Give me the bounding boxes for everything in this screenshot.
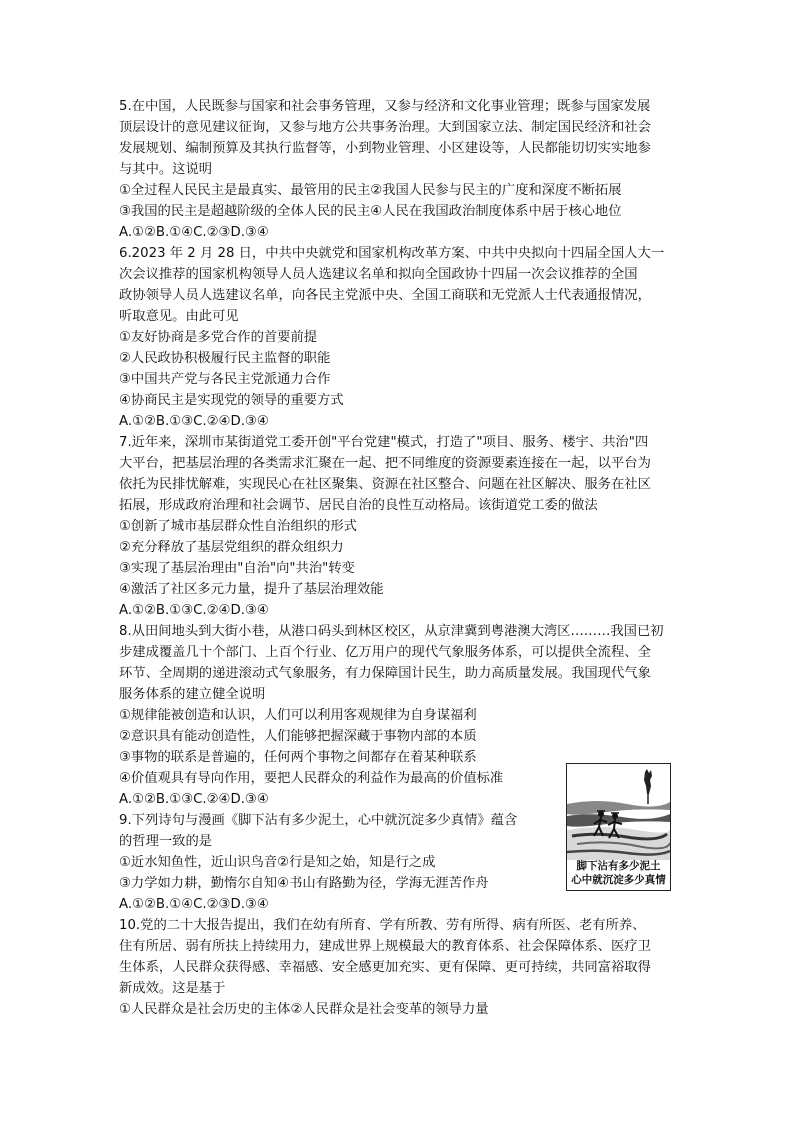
text-line: 步建成覆盖几十个部门、上百个行业、亿万用户的现代气象服务体系，可以提供全流程、全 [119,645,651,660]
text-line: ③实现了基层治理由"自治"向"共治"转变 [119,561,355,576]
text-line: ②充分释放了基层党组织的群众组织力 [119,540,344,555]
text-line: 环节、全周期的递进滚动式气象服务，有力保障国计民生，助力高质量发展。我国现代气象 [119,666,651,681]
text-line: 拓展，形成政府治理和社会调节、居民自治的良性互动格局。该街道党工委的做法 [119,498,598,513]
text-line: 依托为民排忧解难，实现民心在社区聚集、资源在社区整合、问题在社区解决、服务在社区 [119,477,651,492]
text-line: 6.2023 年 2 月 28 日，中共中央就党和国家机构改革方案、中共中央拟向十四届全国人大一 [119,246,665,261]
text-line: 的哲理一致的是 [119,834,213,849]
text-line: ②意识具有能动创造性，人们能够把握深藏于事物内部的本质 [119,729,477,744]
text-line: A.①②B.①③C.②④D.③④ [119,414,269,429]
text-line: 发展规划、编制预算及其执行监督等，小到物业管理、小区建设等，人民都能切切实实地参 [119,141,651,156]
text-line: 政协领导人员人选建议名单，向各民主党派中央、全国工商联和无党派人士代表通报情况， [119,288,651,303]
text-line: 7.近年来，深圳市某街道党工委开创"平台党建"模式，打造了"项目、服务、楼宇、共治"四 [119,435,649,450]
text-line: ④价值观具有导向作用，要把人民群众的利益作为最高的价值标准 [119,771,504,786]
text-line: A.①②B.①③C.②④D.③④ [119,603,269,618]
text-line: A.①②B.①③C.②④D.③④ [119,792,269,807]
text-line: ④协商民主是实现党的领导的重要方式 [119,393,344,408]
text-line: 8.从田间地头到大街小巷，从港口码头到林区校区，从京津冀到粤港澳大湾区………我国已初 [119,624,664,639]
text-line: 听取意见。由此可见 [119,309,239,324]
text-line: 新成效。这是基于 [119,981,226,996]
text-line: ①近水知鱼性，近山识鸟音②行是知之始，知是行之成 [119,855,436,870]
text-line: 10.党的二十大报告提出，我们在幼有所育、学有所教、劳有所得、病有所医、老有所养、 [119,918,646,933]
text-line: ④激活了社区多元力量，提升了基层治理效能 [119,582,384,597]
text-line: A.①②B.①④C.②③D.③④ [119,897,269,912]
text-line: 顶层设计的意见建议征询，又参与地方公共事务治理。大到国家立法、制定国民经济和社会 [119,120,651,135]
text-line: 9.下列诗句与漫画《脚下沾有多少泥土，心中就沉淀多少真情》蕴含 [119,813,518,828]
text-line: A.①②B.①④C.②③D.③④ [119,225,269,240]
text-line: ③事物的联系是普遍的，任何两个事物之间都存在着某种联系 [119,750,477,765]
text-line: ③中国共产党与各民主党派通力合作 [119,372,331,387]
text-line: ①友好协商是多党合作的首要前提 [119,330,318,345]
text-line: ②人民政协积极履行民主监督的职能 [119,351,331,366]
text-line: ①人民群众是社会历史的主体②人民群众是社会变革的领导力量 [119,1002,489,1017]
text-line: 与其中。这说明 [119,162,213,177]
cartoon-caption-1: 脚下沾有多少泥土 [576,860,661,872]
text-line: 生体系，人民群众获得感、幸福感、安全感更加充实、更有保障、更可持续，共同富裕取得 [119,960,651,975]
text-line: ③我国的民主是超越阶级的全体人民的民主④人民在我国政治制度体系中居于核心地位 [119,204,622,219]
text-line: 大平台，把基层治理的各类需求汇聚在一起、把不同维度的资源要素连接在一起，以平台为 [119,456,651,471]
text-line: 5.在中国，人民既参与国家和社会事务管理，又参与经济和文化事业管理；既参与国家发展 [119,99,651,114]
text-line: ①全过程人民民主是最真实、最管用的民主②我国人民参与民主的广度和深度不断拓展 [119,183,622,198]
text-line: 次会议推荐的国家机构领导人员人选建议名单和拟向全国政协十四届一次会议推荐的全国 [119,267,638,282]
text-line: 住有所居、弱有所扶上持续用力，建成世界上规模最大的教育体系、社会保障体系、医疗卫 [119,939,651,954]
cartoon-caption-2: 心中就沉淀多少真情 [571,874,666,886]
text-line: ①创新了城市基层群众性自治组织的形式 [119,519,357,534]
cartoon-drawing [567,764,670,860]
text-line: ③力学如力耕，勤惰尔自知④书山有路勤为径，学海无涯苦作舟 [119,876,489,891]
text-line: 服务体系的建立健全说明 [119,687,266,702]
text-line: ①规律能被创造和认识，人们可以利用客观规律为自身谋福利 [119,708,477,723]
cartoon-image [566,763,671,891]
